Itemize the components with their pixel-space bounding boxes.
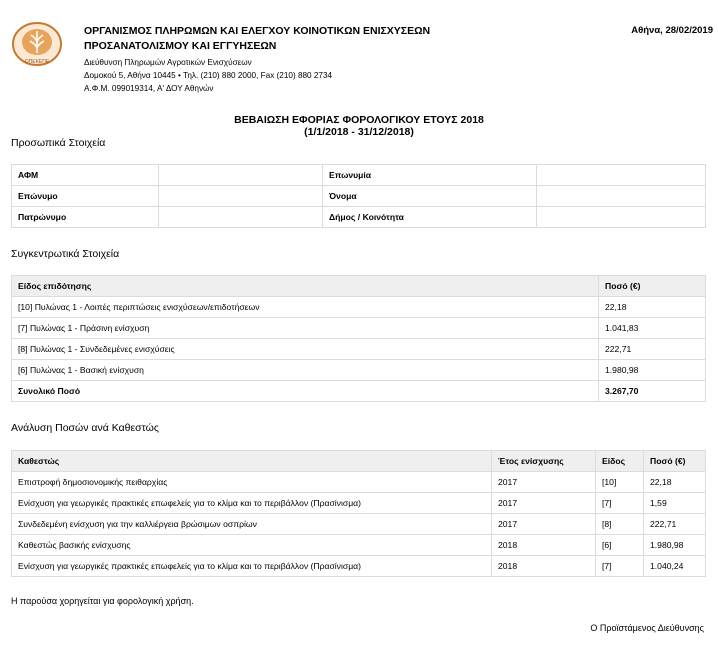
org-header — [84, 24, 430, 95]
subsidy-type: [6] Πυλώνας 1 - Βασική ενίσχυση — [12, 360, 599, 381]
total-label: Συνολικό Ποσό — [12, 381, 599, 402]
scheme: Επιστροφή δημοσιονομικής πειθαρχίας — [12, 472, 492, 493]
table-row — [12, 514, 706, 535]
amount: 22,18 — [644, 472, 706, 493]
amount: 1,59 — [644, 493, 706, 514]
logo-text: ΟΠΕΚΕΠΕ — [24, 59, 50, 65]
subsidy-type: [8] Πυλώνας 1 - Συνδεδεμένες ενισχύσεις — [12, 339, 599, 360]
opekepe-logo-icon — [11, 21, 63, 67]
certificate-title-text: ΒΕΒΑΙΩΣΗ ΕΦΟΡΙΑΣ ΦΟΡΟΛΟΓΙΚΟΥ ΕΤΟΥΣ 2018 — [234, 114, 484, 126]
subsidy-type: [10] Πυλώνας 1 - Λοιπές περιπτώσεις ενισχύσεων/επιδοτήσεων — [12, 297, 599, 318]
org-name-line2: ΠΡΟΣΑΝΑΤΟΛΙΣΜΟΥ ΚΑΙ ΕΓΓΥΗΣΕΩΝ — [84, 40, 277, 52]
analysis-table — [11, 450, 706, 577]
year: 2017 — [492, 514, 596, 535]
table-row — [12, 535, 706, 556]
kind: [7] — [596, 556, 644, 577]
table-row — [12, 472, 706, 493]
patronymic-label: Πατρώνυμο — [12, 207, 159, 228]
year: 2018 — [492, 556, 596, 577]
subsidy-amount: 22,18 — [599, 297, 706, 318]
table-row — [12, 297, 706, 318]
table-row — [12, 339, 706, 360]
name-value — [537, 186, 706, 207]
afm-label: ΑΦΜ — [12, 165, 159, 186]
summary-section-title: Συγκεντρωτικά Στοιχεία — [11, 248, 120, 260]
total-row — [12, 381, 706, 402]
table-row — [12, 318, 706, 339]
amount: 222,71 — [644, 514, 706, 535]
address: Δομοκού 5, Αθήνα 10445 • Τηλ. (210) 880 2000, Fax (210) 880 2734 — [84, 71, 333, 80]
subsidy-amount: 222,71 — [599, 339, 706, 360]
personal-row — [12, 207, 706, 228]
org-name-line1: ΟΡΓΑΝΙΣΜΟΣ ΠΛΗΡΩΜΩΝ ΚΑΙ ΕΛΕΓΧΟΥ ΚΟΙΝΟΤΙΚΩΝ ΕΝΙΣΧΥΣΕΩΝ — [84, 25, 431, 37]
scheme: Καθεστώς βασικής ενίσχυσης — [12, 535, 492, 556]
municipality-value — [537, 207, 706, 228]
amount-header: Ποσό (€) — [599, 276, 706, 297]
kind: [7] — [596, 493, 644, 514]
year: 2017 — [492, 493, 596, 514]
table-row — [12, 556, 706, 577]
patronymic-value — [159, 207, 323, 228]
summary-header-row — [12, 276, 706, 297]
scheme: Ενίσχυση για γεωργικές πρακτικές επωφελείς για το κλίμα και το περιβάλλον (Πρασίνισμα) — [12, 493, 492, 514]
kind: [10] — [596, 472, 644, 493]
personal-info-table — [11, 164, 706, 228]
analysis-section-title: Ανάλυση Ποσών ανά Καθεστώς — [11, 422, 159, 434]
analysis-header-row — [12, 451, 706, 472]
year: 2018 — [492, 535, 596, 556]
table-row — [12, 360, 706, 381]
document-date: Αθήνα, 28/02/2019 — [631, 25, 713, 36]
total-amount: 3.267,70 — [599, 381, 706, 402]
department: Διεύθυνση Πληρωμών Αγροτικών Ενισχύσεων — [84, 58, 252, 67]
certificate-period: (1/1/2018 - 31/12/2018) — [304, 126, 414, 138]
eponymia-value — [537, 165, 706, 186]
personal-row — [12, 165, 706, 186]
amount-header: Ποσό (€) — [644, 451, 706, 472]
amount: 1.980,98 — [644, 535, 706, 556]
afm-value — [159, 165, 323, 186]
scheme: Συνδεδεμένη ενίσχυση για την καλλιέργεια βρώσιμων οσπρίων — [12, 514, 492, 535]
usage-note: Η παρούσα χορηγείται για φορολογική χρήση. — [11, 596, 194, 606]
subsidy-amount: 1.980,98 — [599, 360, 706, 381]
subsidy-type: [7] Πυλώνας 1 - Πράσινη ενίσχυση — [12, 318, 599, 339]
kind: [6] — [596, 535, 644, 556]
scheme-header: Καθεστώς — [12, 451, 492, 472]
amount: 1.040,24 — [644, 556, 706, 577]
scheme: Ενίσχυση για γεωργικές πρακτικές επωφελείς για το κλίμα και το περιβάλλον (Πρασίνισμα) — [12, 556, 492, 577]
signature-line: Ο Προϊστάμενος Διεύθυνσης — [590, 623, 704, 633]
subsidy-amount: 1.041,83 — [599, 318, 706, 339]
personal-row — [12, 186, 706, 207]
kind: [8] — [596, 514, 644, 535]
subsidy-type-header: Είδος επιδότησης — [12, 276, 599, 297]
table-row — [12, 493, 706, 514]
municipality-label: Δήμος / Κοινότητα — [323, 207, 537, 228]
name-label: Όνομα — [323, 186, 537, 207]
certificate-title — [0, 114, 718, 138]
kind-header: Είδος — [596, 451, 644, 472]
surname-label: Επώνυμο — [12, 186, 159, 207]
year: 2017 — [492, 472, 596, 493]
surname-value — [159, 186, 323, 207]
personal-section-title: Προσωπικά Στοιχεία — [11, 137, 106, 149]
tax-info: Α.Φ.Μ. 099019314, Α' ΔΟΥ Αθηνών — [84, 84, 214, 93]
year-header: Έτος ενίσχυσης — [492, 451, 596, 472]
eponymia-label: Επωνυμία — [323, 165, 537, 186]
summary-table — [11, 275, 706, 402]
